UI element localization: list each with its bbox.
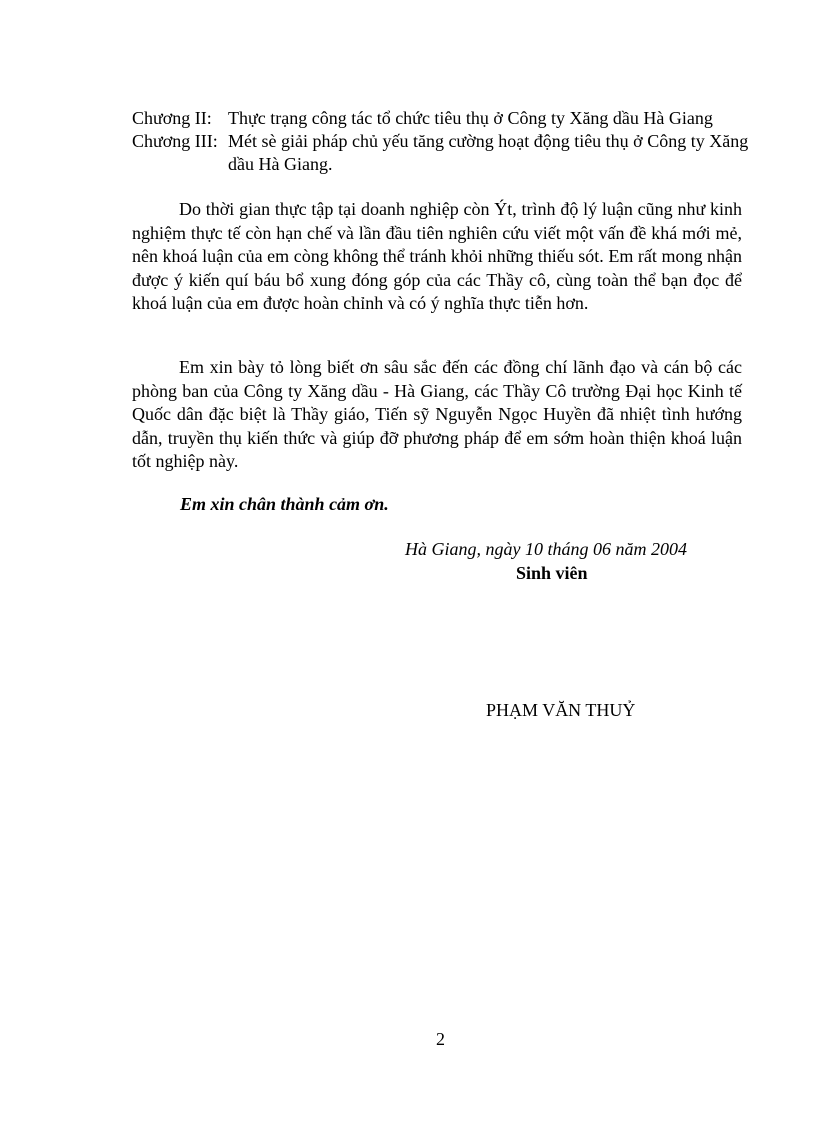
chapter-label: Chương III: (132, 131, 218, 151)
chapter-item (132, 130, 752, 176)
closing-thanks: Em xin chân thành cảm ơn. (180, 494, 389, 514)
signature-date: Hà Giang, ngày 10 tháng 06 năm 2004 (405, 539, 687, 559)
signature-name: PHẠM VĂN THUỶ (486, 700, 636, 720)
body-paragraph: Em xin bày tỏ lòng biết ơn sâu sắc đến các đồng chí lãnh đạo và cán bộ các phòng ban của Công ty Xăng dầu - Hà Giang, các Thầy Cô trường Đại học Kinh tế Quốc dân đặc biệt là Thầy giáo, Tiến sỹ Nguyễn Ngọc Huyền đã nhiệt tình hướng dẫn, truyền thụ kiến thức và giúp đỡ phương pháp để em sớm hoàn thiện khoá luận tốt nghiệp này. (132, 357, 742, 471)
chapter-title: Thực trạng công tác tổ chức tiêu thụ ở Công ty Xăng dầu Hà Giang (228, 108, 713, 128)
chapter-title: Mét sè giải pháp chủ yếu tăng cường hoạt động tiêu thụ ở Công ty Xăng dầu Hà Giang. (228, 131, 749, 174)
chapter-label: Chương II: (132, 108, 212, 128)
signature-role: Sinh viên (516, 563, 588, 583)
chapter-list (132, 107, 752, 176)
body-paragraph: Do thời gian thực tập tại doanh nghiệp còn Ýt, trình độ lý luận cũng như kinh nghiệm thực tế còn hạn chế và lần đầu tiên nghiên cứu viết một vấn đề khá mới mẻ, nên khoá luận của em còng không thể tránh khỏi những thiếu sót. Em rất mong nhận được ý kiến quí báu bổ xung đóng góp của các Thầy cô, cùng toàn thể bạn đọc để khoá luận của em được hoàn chỉnh và có ý nghĩa thực tiễn hơn. (132, 199, 742, 313)
chapter-item (132, 107, 752, 130)
page-number: 2 (436, 1029, 445, 1049)
